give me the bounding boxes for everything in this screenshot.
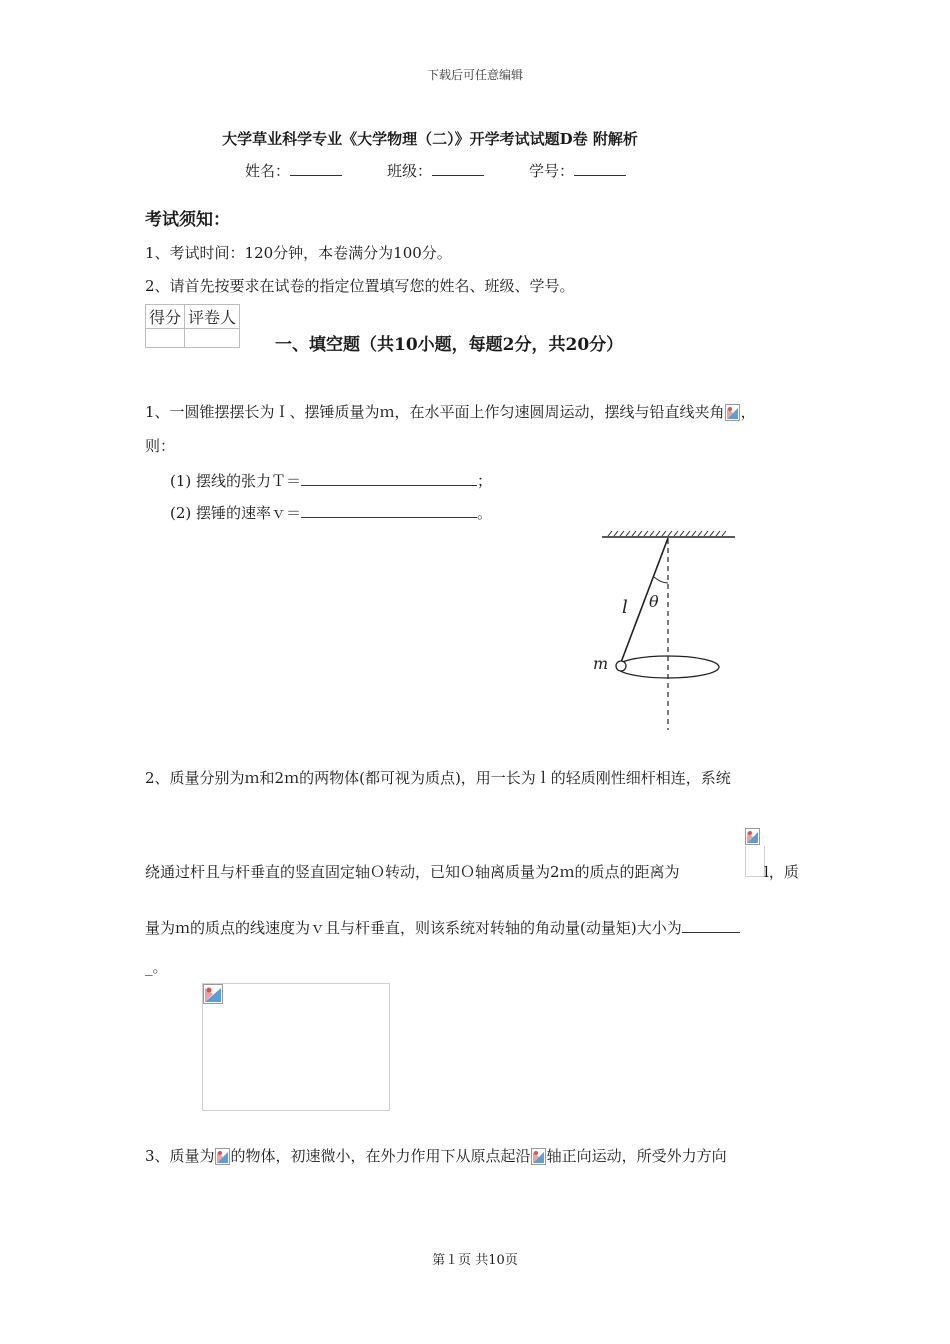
- q1-sub1-blank: [301, 485, 477, 486]
- q2-line2: [145, 861, 680, 882]
- grader-header: 评卷人: [185, 305, 240, 329]
- notice-heading: 考试须知：: [145, 210, 230, 230]
- name-blank: [290, 175, 342, 176]
- q2-line4: _。: [145, 958, 168, 976]
- q3-text-1: 3、质量为: [145, 1147, 215, 1165]
- q2-line1: 2、质量分别为ｍ和2ｍ的两物体(都可视为质点)，用一长为ｌ的轻质刚性细杆相连，系统: [145, 769, 731, 787]
- header-note: 下载后可任意编辑: [426, 68, 523, 82]
- page-footer: 第１页 共10页: [432, 1253, 518, 1268]
- exam-title: 大学草业科学专业《大学物理（二）》开学考试试题D卷 附解析: [222, 130, 638, 148]
- label-m: m: [593, 654, 609, 673]
- id-label: 学号：: [529, 162, 575, 180]
- label-l: l: [622, 597, 628, 618]
- broken-image-icon: [725, 404, 741, 422]
- q1-text: 1、一圆锥摆摆长为Ｉ、摆锤质量为ｍ，在水平面上作匀速圆周运动，摆线与铅直线夹角: [145, 403, 725, 421]
- q2-line3: [145, 917, 740, 938]
- q1-sub1-end: ；: [477, 472, 493, 490]
- grader-cell: [185, 329, 240, 348]
- broken-image-icon: [531, 1148, 547, 1166]
- label-theta: θ: [649, 592, 659, 611]
- broken-image-icon: [215, 1148, 231, 1166]
- notice-item: 2、请首先按要求在试卷的指定位置填写您的姓名、班级、学号。: [145, 277, 575, 295]
- q2-figure-placeholder: [202, 983, 390, 1111]
- q3-text-3: 轴正向运动，所受外力方向: [546, 1147, 727, 1165]
- conical-pendulum-figure: [590, 525, 740, 735]
- q1-line1: [145, 401, 756, 422]
- ceiling-hatch: [608, 531, 726, 536]
- id-blank: [574, 175, 626, 176]
- q1-sub2-blank: [301, 517, 477, 518]
- score-table: [145, 304, 240, 348]
- q3-line1: [145, 1145, 727, 1166]
- q2-text-b: ，质: [768, 863, 799, 881]
- class-field: [387, 160, 484, 181]
- q1-line2: 则：: [145, 437, 176, 455]
- score-cell: [146, 329, 185, 348]
- angle-arc: [654, 577, 668, 583]
- pendulum-bob: [616, 661, 626, 671]
- q2-text-a: 绕通过杆且与杆垂直的竖直固定轴Ｏ转动，已知Ｏ轴离质量为2ｍ的质点的距离为: [145, 863, 680, 881]
- broken-image-icon: [203, 984, 219, 1002]
- q2-l: l: [764, 863, 769, 881]
- name-label: 姓名：: [245, 162, 291, 180]
- q2-text-c: 量为ｍ的质点的线速度为ｖ且与杆垂直，则该系统对转轴的角动量(动量矩)大小为: [145, 919, 682, 937]
- id-field: [529, 160, 626, 181]
- q1-sub2-label: (2) 摆锤的速率ｖ＝: [170, 504, 302, 522]
- class-blank: [432, 175, 484, 176]
- q1-sub1: [170, 470, 492, 491]
- notice-item: 1、考试时间：120分钟，本卷满分为100分。: [145, 244, 452, 262]
- q1-sub2: [170, 502, 492, 523]
- q2-image-frame: [745, 846, 765, 877]
- q1-sub2-end: 。: [477, 504, 493, 522]
- name-field: [245, 160, 342, 181]
- q2-blank: [682, 932, 740, 933]
- broken-image-icon: [745, 828, 761, 846]
- score-header: 得分: [146, 305, 185, 329]
- q1-sub1-label: (1) 摆线的张力Ｔ＝: [170, 472, 302, 490]
- q2-line2-end: [764, 861, 799, 882]
- q1-comma: ，: [740, 403, 756, 421]
- section-title: 一、填空题（共10小题，每题2分，共20分）: [275, 335, 624, 355]
- class-label: 班级：: [387, 162, 433, 180]
- q3-text-2: 的物体，初速微小，在外力作用下从原点起沿: [230, 1147, 531, 1165]
